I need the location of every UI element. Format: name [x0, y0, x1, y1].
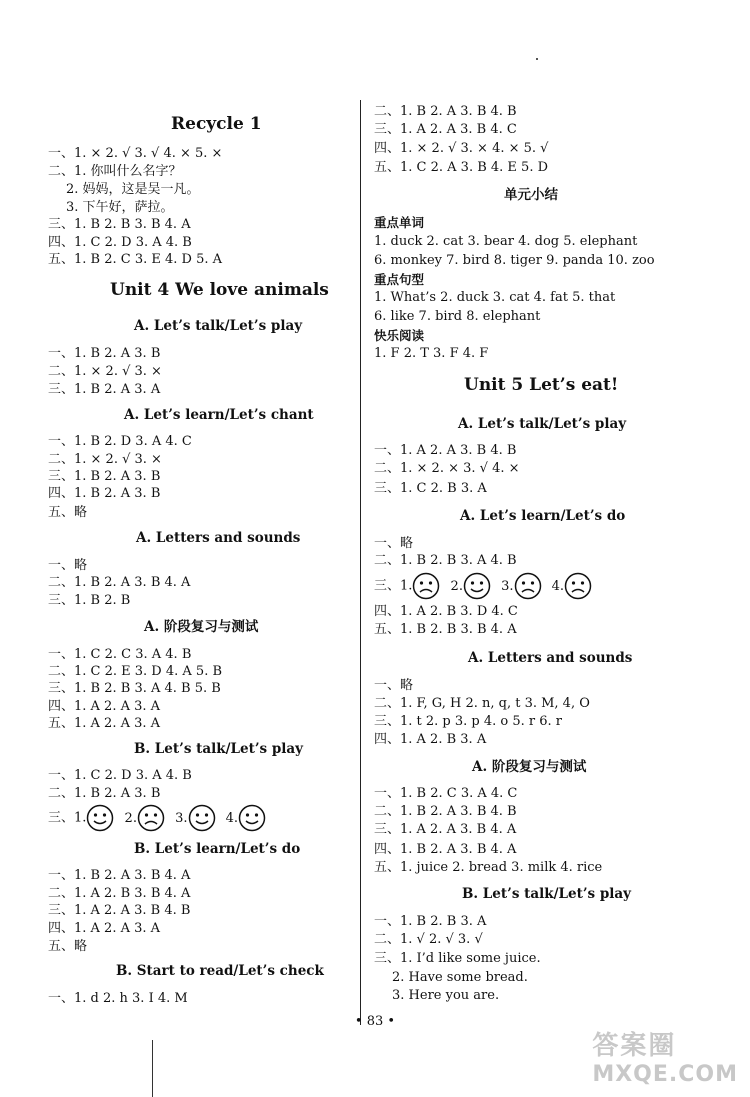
answer-line: 一、略	[374, 536, 414, 551]
answer-line: 二、1. B 2. A 3. B 4. B	[374, 804, 517, 819]
answer-line: 6. like 7. bird 8. elephant	[374, 309, 541, 324]
answer-line: 二、1. B 2. A 3. B	[48, 786, 161, 801]
section-title: A. Let’s learn/Let’s do	[460, 508, 626, 524]
watermark-logo-text: 答案圈	[592, 1031, 677, 1061]
section-title: A. Let’s talk/Let’s play	[458, 416, 627, 432]
answer-line: 2. 妈妈，这是吴一凡。	[66, 182, 200, 197]
answer-line: 四、1. B 2. A 3. B	[48, 486, 161, 501]
answer-line: 三、1. B 2. A 3. B	[48, 469, 161, 484]
answer-line: 一、1. B 2. A 3. B	[48, 346, 161, 361]
face-number: 2.	[450, 578, 463, 594]
watermark-url: MXQE.COM	[592, 1062, 738, 1087]
section-title: A. Let’s learn/Let’s chant	[124, 407, 314, 423]
smiling-face-icon	[86, 804, 114, 832]
subsection-title: 重点句型	[374, 272, 425, 287]
margin-line	[152, 1040, 153, 1097]
answer-line: 一、1. C 2. C 3. A 4. B	[48, 647, 192, 662]
section-title: A. 阶段复习与测试	[472, 759, 587, 775]
face-number: 3.	[501, 578, 514, 594]
answer-line: 三、1. B 2. B 3. A 4. B 5. B	[48, 681, 221, 696]
watermark	[592, 1025, 738, 1087]
answer-line: 二、1. √ 2. √ 3. √	[374, 932, 483, 947]
answer-line: 二、1. A 2. B 3. B 4. A	[48, 886, 191, 901]
smiling-face-icon	[188, 804, 216, 832]
answer-line: 五、1. C 2. A 3. B 4. E 5. D	[374, 160, 549, 175]
faces-prefix: 三、1.	[48, 810, 87, 826]
answer-line: 二、1. C 2. E 3. D 4. A 5. B	[48, 664, 223, 679]
answer-line: 二、1. 你叫什么名字？	[48, 164, 182, 179]
answer-line: 三、1. I’d like some juice.	[374, 951, 541, 966]
answer-line: 3. 下午好，萨拉。	[66, 200, 174, 215]
faces-answer-line	[48, 804, 266, 832]
answer-line: 一、1. B 2. B 3. A	[374, 914, 487, 929]
answer-line: 2. Have some bread.	[392, 970, 528, 985]
stray-dot	[536, 58, 538, 60]
subsection-title: 快乐阅读	[374, 328, 425, 343]
answer-line: 四、1. A 2. B 3. D 4. C	[374, 604, 518, 619]
answer-line: 一、略	[374, 678, 414, 693]
answer-line: 一、1. B 2. C 3. A 4. C	[374, 786, 518, 801]
answer-line: 三、1. A 2. A 3. B 4. B	[48, 903, 191, 918]
section-title: A. Letters and sounds	[136, 530, 301, 546]
answer-line: 一、1. B 2. A 3. B 4. A	[48, 868, 191, 883]
answer-line: 五、1. B 2. C 3. E 4. D 5. A	[48, 252, 223, 267]
section-title: B. Start to read/Let’s check	[116, 963, 324, 979]
answer-line: 五、1. B 2. B 3. B 4. A	[374, 622, 517, 637]
answer-line: 一、1. C 2. D 3. A 4. B	[48, 768, 192, 783]
unit4-title: Unit 4 We love animals	[110, 280, 329, 300]
answer-line: 四、1. A 2. A 3. A	[48, 699, 161, 714]
faces-answer-line	[374, 572, 592, 600]
smiling-face-icon	[238, 804, 266, 832]
page-number: • 83 •	[354, 1014, 396, 1029]
answer-line: 二、1. × 2. √ 3. ×	[48, 364, 162, 379]
answer-line: 三、1. B 2. A 3. A	[48, 382, 161, 397]
faces-prefix: 三、1.	[374, 578, 413, 594]
answer-line: 三、1. B 2. B	[48, 593, 131, 608]
answer-line: 1. What’s 2. duck 3. cat 4. fat 5. that	[374, 290, 616, 305]
answer-line: 四、1. × 2. √ 3. × 4. × 5. √	[374, 141, 549, 156]
answer-line: 二、1. B 2. A 3. B 4. B	[374, 104, 517, 119]
answer-line: 二、1. × 2. √ 3. ×	[48, 452, 162, 467]
answer-line: 二、1. × 2. × 3. √ 4. ×	[374, 461, 520, 476]
section-title: B. Let’s talk/Let’s play	[462, 886, 632, 902]
answer-line: 四、1. B 2. A 3. B 4. A	[374, 842, 517, 857]
answer-line: 四、1. C 2. D 3. A 4. B	[48, 235, 192, 250]
sad-face-icon	[412, 572, 440, 600]
answer-line: 1. duck 2. cat 3. bear 4. dog 5. elephant	[374, 234, 638, 249]
answer-line: 四、1. A 2. B 3. A	[374, 732, 487, 747]
sad-face-icon	[137, 804, 165, 832]
answer-line: 三、1. t 2. p 3. p 4. o 5. r 6. r	[374, 714, 562, 729]
answer-line: 五、1. A 2. A 3. A	[48, 716, 161, 731]
section-title: A. Let’s talk/Let’s play	[134, 318, 303, 334]
answer-line: 二、1. F, G, H 2. n, q, t 3. M, 4, O	[374, 696, 590, 711]
answer-line: 三、1. C 2. B 3. A	[374, 481, 487, 496]
section-title: A. 阶段复习与测试	[144, 619, 259, 635]
answer-line: 一、1. × 2. √ 3. √ 4. × 5. ×	[48, 146, 223, 161]
section-title: A. Letters and sounds	[468, 650, 633, 666]
answer-line: 五、略	[48, 505, 88, 520]
answer-line: 三、1. A 2. A 3. B 4. C	[374, 122, 517, 137]
subsection-title: 重点单词	[374, 215, 425, 230]
unit5-title: Unit 5 Let’s eat!	[464, 375, 619, 395]
answer-line: 三、1. A 2. A 3. B 4. A	[374, 822, 517, 837]
answer-line: 五、略	[48, 939, 88, 954]
column-divider	[360, 100, 361, 1025]
answer-line: 一、1. A 2. A 3. B 4. B	[374, 443, 517, 458]
sad-face-icon	[514, 572, 542, 600]
answer-line: 二、1. B 2. B 3. A 4. B	[374, 553, 517, 568]
recycle-title: Recycle 1	[171, 114, 262, 134]
summary-title: 单元小结	[504, 187, 558, 203]
smiling-face-icon	[463, 572, 491, 600]
answer-line: 三、1. B 2. B 3. B 4. A	[48, 217, 191, 232]
answer-line: 二、1. B 2. A 3. B 4. A	[48, 575, 191, 590]
answer-line: 6. monkey 7. bird 8. tiger 9. panda 10. zoo	[374, 253, 655, 268]
section-title: B. Let’s learn/Let’s do	[134, 841, 301, 857]
answer-line: 五、1. juice 2. bread 3. milk 4. rice	[374, 860, 603, 875]
answer-line: 3. Here you are.	[392, 988, 500, 1003]
sad-face-icon	[564, 572, 592, 600]
face-number: 2.	[124, 810, 137, 826]
answer-line: 1. F 2. T 3. F 4. F	[374, 346, 489, 361]
face-number: 4.	[225, 810, 239, 826]
answer-line: 四、1. A 2. A 3. A	[48, 921, 161, 936]
answer-line: 一、1. B 2. D 3. A 4. C	[48, 434, 192, 449]
face-number: 3.	[175, 810, 188, 826]
face-number: 4.	[551, 578, 565, 594]
section-title: B. Let’s talk/Let’s play	[134, 741, 304, 757]
answer-line: 一、1. d 2. h 3. I 4. M	[48, 991, 188, 1006]
answer-line: 一、略	[48, 558, 88, 573]
